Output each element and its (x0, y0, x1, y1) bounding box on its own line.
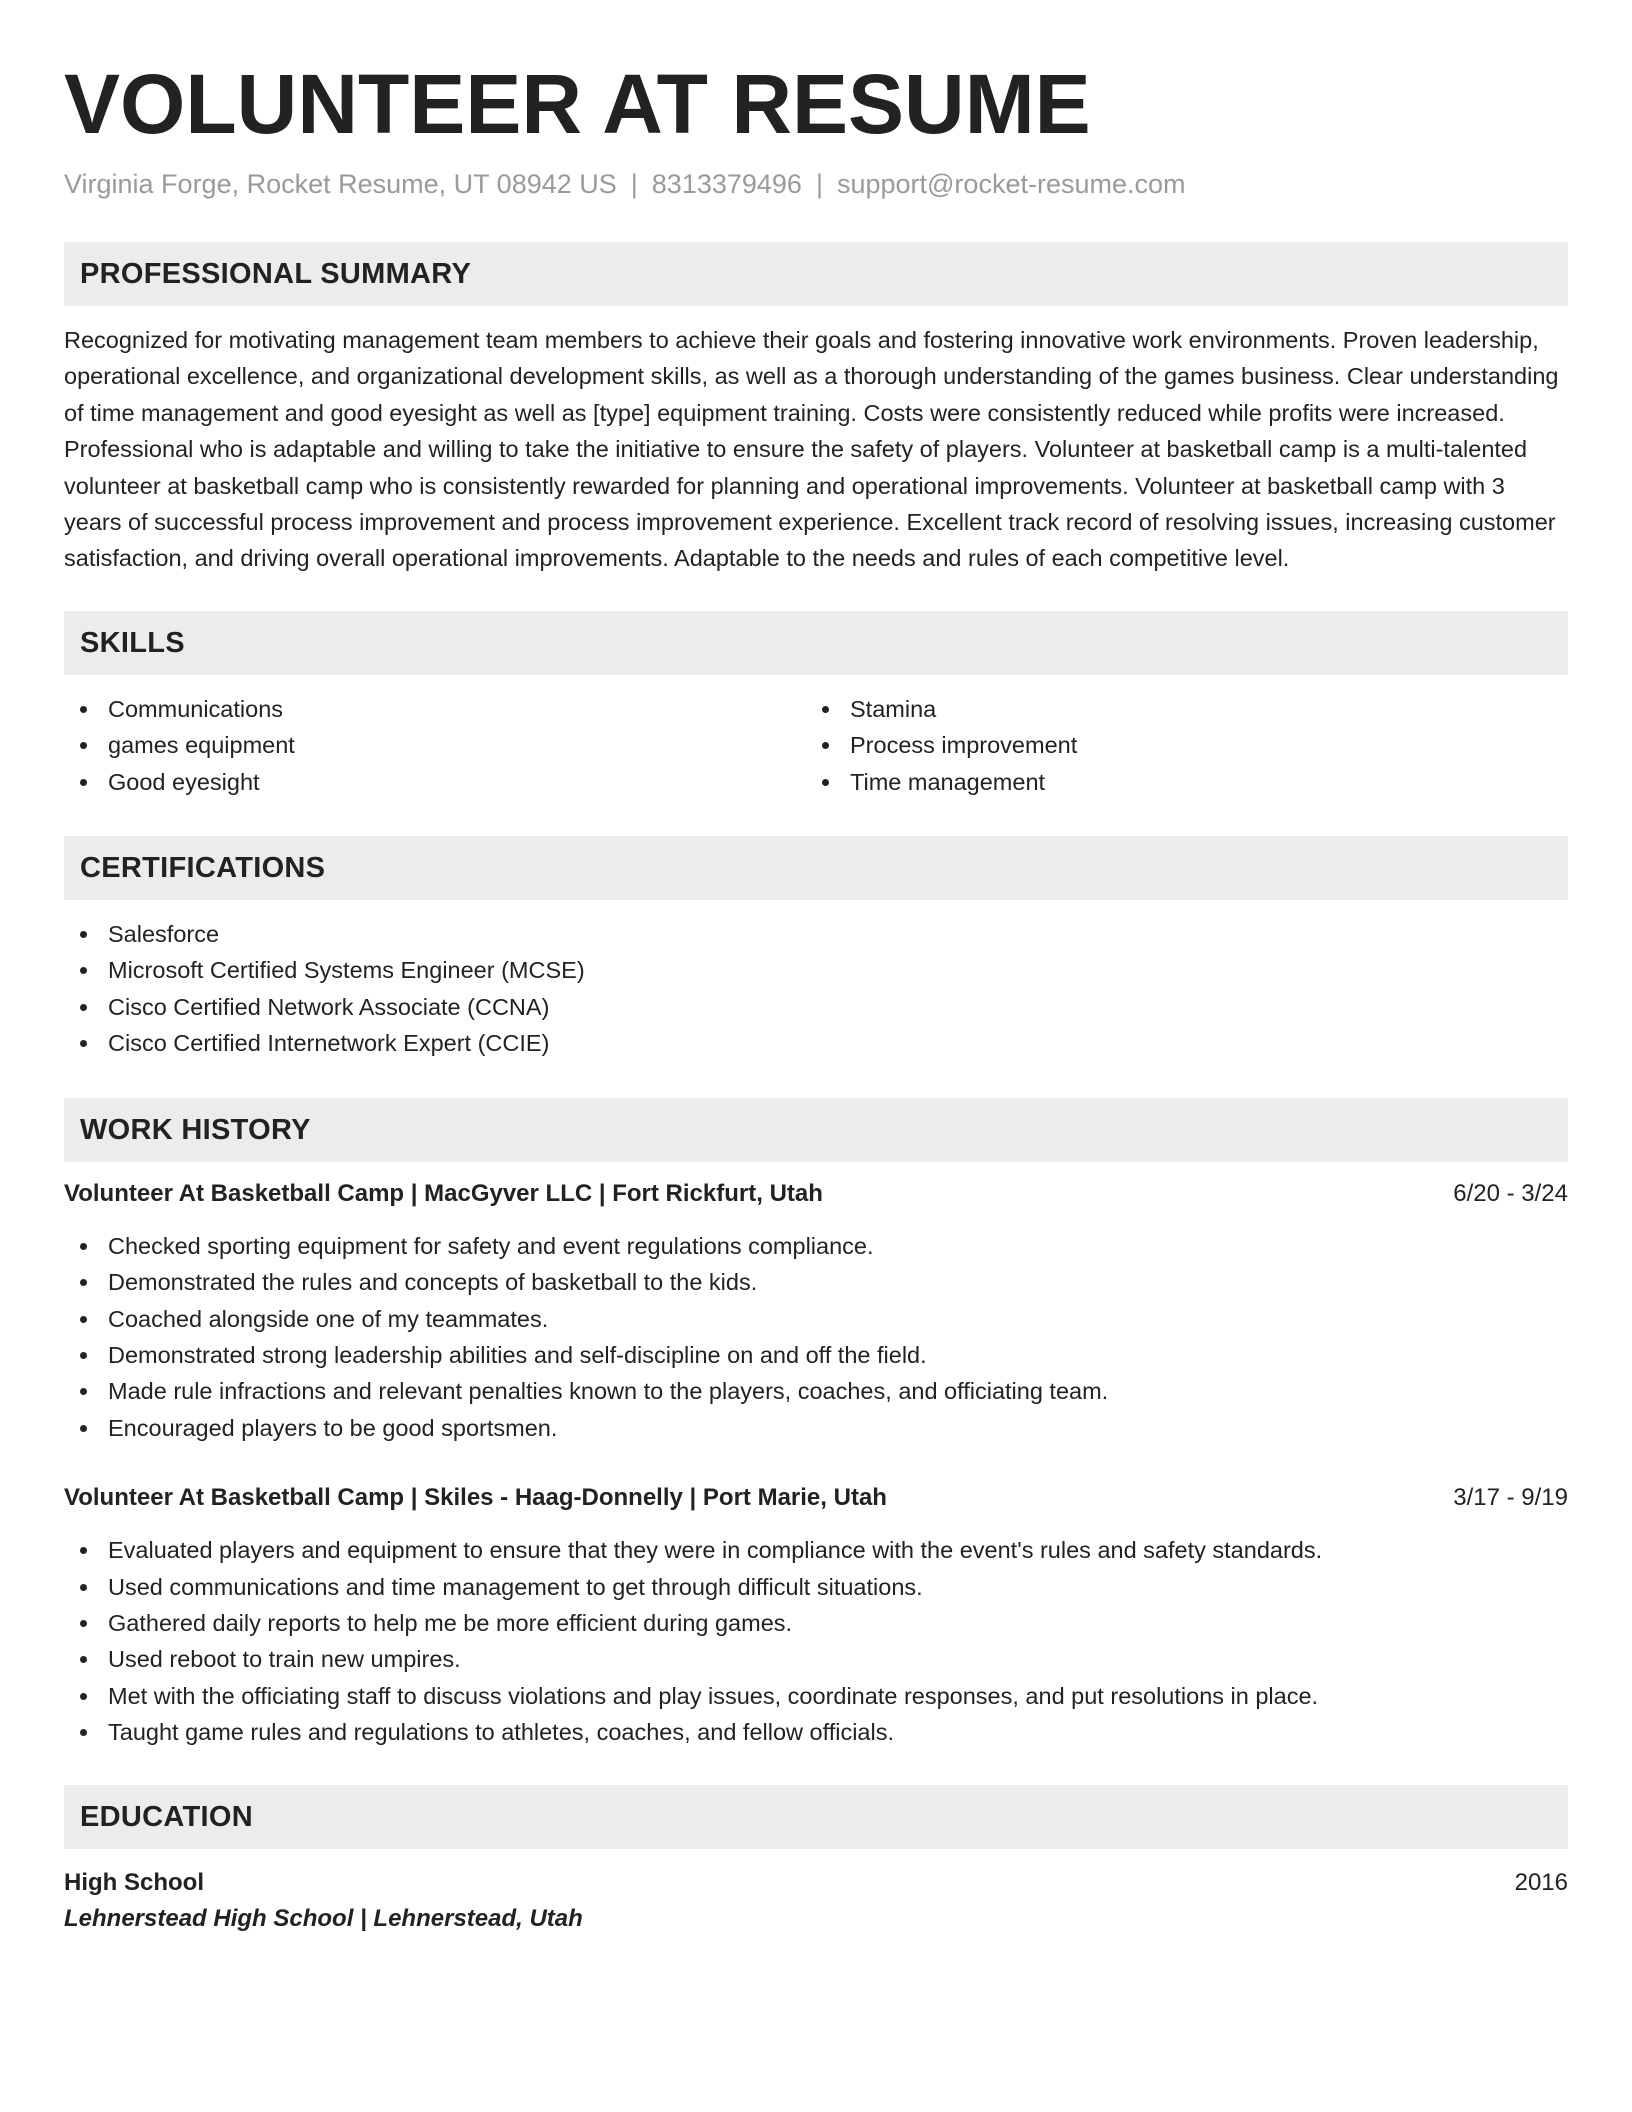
resume-title: VOLUNTEER AT RESUME (64, 57, 1091, 151)
education-school: Lehnerstead High School | Lehnerstead, Utah (64, 1904, 583, 1932)
contact-separator: | (815, 169, 823, 199)
job-bullet: Demonstrated strong leadership abilities and self-discipline on and off the field. (64, 1337, 1568, 1373)
summary-section (64, 242, 1568, 577)
job-bullet: Evaluated players and equipment to ensure that they were in compliance with the event's rules and safety standards. (64, 1532, 1568, 1568)
skill-item: Stamina (806, 691, 1548, 727)
job-title: Volunteer At Basketball Camp | MacGyver LLC | Fort Rickfurt, Utah (64, 1179, 823, 1207)
contact-address: Virginia Forge, Rocket Resume, UT 08942 US (64, 169, 617, 199)
certification-item: Salesforce (64, 916, 1568, 952)
certification-item: Cisco Certified Internetwork Expert (CCIE) (64, 1025, 1568, 1061)
contact-phone: 8313379496 (651, 169, 802, 199)
education-section (64, 1785, 1568, 1937)
job-bullet: Used reboot to train new umpires. (64, 1641, 1568, 1677)
job-entry (64, 1480, 1568, 1750)
skill-item: Communications (64, 691, 806, 727)
skills-section (64, 611, 1568, 800)
job-header (64, 1480, 1568, 1516)
skill-item: Process improvement (806, 727, 1548, 763)
skills-column-right (806, 691, 1548, 800)
job-bullet: Gathered daily reports to help me be more efficient during games. (64, 1605, 1568, 1641)
contact-separator: | (630, 169, 638, 199)
skills-grid (64, 691, 1568, 800)
resume-page (64, 0, 1568, 1937)
skills-heading: SKILLS (64, 611, 1568, 675)
job-bullet: Checked sporting equipment for safety and event regulations compliance. (64, 1228, 1568, 1264)
job-dates: 6/20 - 3/24 (1453, 1179, 1568, 1207)
job-bullet: Encouraged players to be good sportsmen. (64, 1410, 1568, 1446)
education-year: 2016 (1514, 1868, 1568, 1896)
skill-item: Good eyesight (64, 764, 806, 800)
education-degree: High School (64, 1868, 204, 1896)
certifications-heading: CERTIFICATIONS (64, 836, 1568, 900)
summary-heading: PROFESSIONAL SUMMARY (64, 242, 1568, 306)
job-bullet: Used communications and time management to get through difficult situations. (64, 1569, 1568, 1605)
job-bullets (64, 1532, 1568, 1750)
certification-item: Cisco Certified Network Associate (CCNA) (64, 989, 1568, 1025)
contact-email: support@rocket-resume.com (836, 169, 1186, 199)
education-heading: EDUCATION (64, 1785, 1568, 1849)
skills-column-left (64, 691, 806, 800)
certifications-list (64, 916, 1568, 1062)
job-dates: 3/17 - 9/19 (1453, 1484, 1568, 1512)
education-header (64, 1865, 1568, 1901)
job-bullet: Made rule infractions and relevant penalties known to the players, coaches, and officiating team. (64, 1373, 1568, 1409)
job-bullet: Taught game rules and regulations to athletes, coaches, and fellow officials. (64, 1714, 1568, 1750)
job-title: Volunteer At Basketball Camp | Skiles - Haag-Donnelly | Port Marie, Utah (64, 1484, 887, 1512)
work-history-section (64, 1098, 1568, 1751)
job-bullet: Demonstrated the rules and concepts of basketball to the kids. (64, 1264, 1568, 1300)
work-history-heading: WORK HISTORY (64, 1098, 1568, 1162)
certification-item: Microsoft Certified Systems Engineer (MCSE) (64, 952, 1568, 988)
job-bullet: Met with the officiating staff to discuss violations and play issues, coordinate responses, and put resolutions in place. (64, 1678, 1568, 1714)
skill-item: games equipment (64, 727, 806, 763)
job-bullets (64, 1228, 1568, 1446)
contact-line (64, 166, 1568, 202)
summary-text: Recognized for motivating management team members to achieve their goals and fostering innovative work environments. Proven leadership, operational excellence, and organizational development skills, as well as a thorough understanding of the games business. Clear understanding of time management and good eyesight as well as [type] equipment training. Costs were consistently reduced while profits were increased. Professional who is adaptable and willing to take the initiative to ensure the safety of players. Volunteer at basketball camp is a multi-talented volunteer at basketball camp who is consistently rewarded for planning and operational improvements. Volunteer at basketball camp with 3 years of successful process improvement and process improvement experience. Excellent track record of resolving issues, increasing customer satisfaction, and driving overall operational improvements. Adaptable to the needs and rules of each competitive level. (64, 327, 1559, 572)
job-bullet: Coached alongside one of my teammates. (64, 1301, 1568, 1337)
skill-item: Time management (806, 764, 1548, 800)
certifications-section (64, 836, 1568, 1062)
job-header (64, 1176, 1568, 1212)
job-entry (64, 1176, 1568, 1446)
